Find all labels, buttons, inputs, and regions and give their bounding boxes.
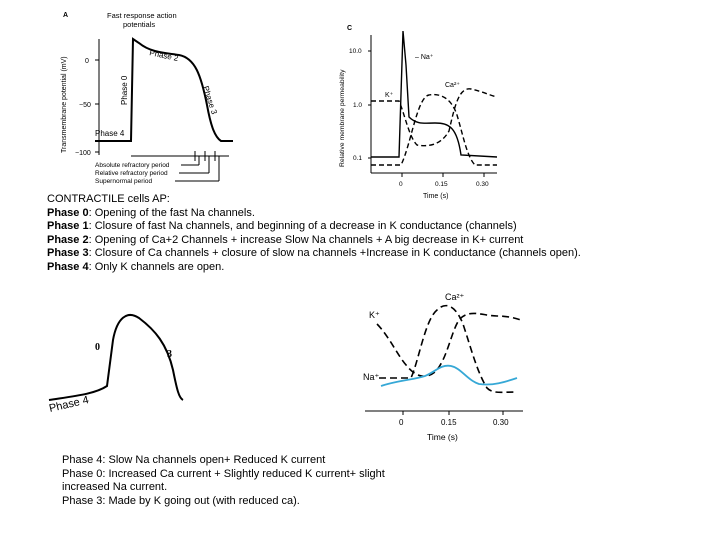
figure-a-phase-0-label: Phase 0: [120, 75, 129, 105]
contractile-ap-description: [47, 193, 581, 275]
figure-c-y-tick-label-10: 10.0: [349, 48, 362, 55]
contractile-phase-2: Phase 2: Opening of Ca+2 Channels + increase Slow Na channels + A big decrease in K+ current: [47, 233, 524, 246]
figure-c-ca-curve: [371, 95, 497, 165]
figure-a-phase-4-label: Phase 4: [95, 129, 125, 138]
figure-d-k-label: K⁺: [369, 310, 380, 320]
contractile-phase-4: Phase 4: Only K channels are open.: [47, 260, 225, 273]
figure-a-tick-label-0: 0: [85, 58, 89, 65]
contractile-phase-3: Phase 3: Closure of Ca channels + closure of slow na channels +Increase in K conductance (channels open).: [47, 247, 581, 260]
figure-a-title-line2: potentials: [123, 20, 156, 29]
figure-c-x-tick-label-0: 0: [399, 181, 403, 188]
figure-d-x-tick-label-015: 0.15: [441, 418, 457, 427]
figure-a-tick-label-100: −100: [75, 150, 91, 157]
figure-sa-ap-curve: [49, 315, 183, 400]
figure-d-x-label: Time (s): [427, 432, 458, 442]
figure-a-phase-3-label: Phase 3: [201, 84, 219, 116]
contractile-heading: CONTRACTILE cells AP:: [47, 193, 170, 205]
figure-a-label: A: [63, 12, 69, 19]
pacemaker-line-3: increased Na current.: [62, 481, 168, 494]
figure-d-k-curve: [377, 313, 521, 376]
figure-c-label: C: [347, 25, 353, 32]
figure-d-x-tick-label-030: 0.30: [493, 418, 509, 427]
figure-d-ion-currents: [355, 280, 535, 445]
figure-a-phase-2-label: Phase 2: [148, 48, 180, 64]
figure-c-x-label: Time (s): [423, 193, 449, 200]
figure-a-legend-absolute: Absolute refractory period: [95, 162, 170, 169]
figure-c-y-label: Relative membrane permeability: [339, 69, 346, 167]
contractile-phase-0: Phase 0: Opening of the fast Na channels.: [47, 206, 255, 219]
figure-c-y-tick-label-01: 0.1: [353, 155, 363, 162]
contractile-phase-1: Phase 1: Closure of fast Na channels, and beginning of a decrease in K conductance (channels): [47, 220, 517, 233]
figure-d-ca-label: Ca²⁺: [445, 292, 465, 302]
figure-c-ca-label: Ca²⁺: [445, 82, 460, 89]
figure-a-legend-relative: Relative refractory period: [95, 170, 168, 177]
figure-d-na-curve: [381, 366, 517, 386]
figure-a-tick-label-50: −50: [79, 102, 91, 109]
pacemaker-line-4: Phase 3: Made by K going out (with reduced ca).: [62, 494, 300, 507]
figure-c-y-tick-label-1: 1.0: [353, 102, 363, 109]
figure-d-x-tick-label-0: 0: [399, 418, 404, 427]
figure-sa-label-phase-4: Phase 4: [47, 394, 91, 415]
figure-c-k-label: K⁺: [385, 92, 394, 99]
figure-sa-label-0: 0: [95, 342, 100, 353]
figure-a-y-label: Transmembrane potential (mV): [61, 56, 68, 153]
pacemaker-line-2: Phase 0: Increased Ca current + Slightly reduced K current+ slight: [62, 467, 385, 480]
figure-c-na-label: – Na⁺: [415, 54, 434, 61]
figure-a-legend-supernormal: Supernormal period: [95, 178, 153, 185]
figure-sa-label-3: 3: [167, 349, 172, 360]
figure-a-action-potential: [55, 5, 305, 195]
figure-c-x-tick-label-030: 0.30: [476, 181, 489, 188]
figure-sa-node-action-potential: [35, 300, 235, 430]
figure-c-x-tick-label-015: 0.15: [435, 181, 448, 188]
figure-d-na-label: Na⁺: [363, 372, 380, 382]
figure-c-permeability: [325, 5, 505, 200]
figure-a-title-line1: Fast response action: [107, 11, 177, 20]
pacemaker-ap-description: [62, 454, 385, 508]
pacemaker-line-1: Phase 4: Slow Na channels open+ Reduced K current: [62, 454, 326, 466]
